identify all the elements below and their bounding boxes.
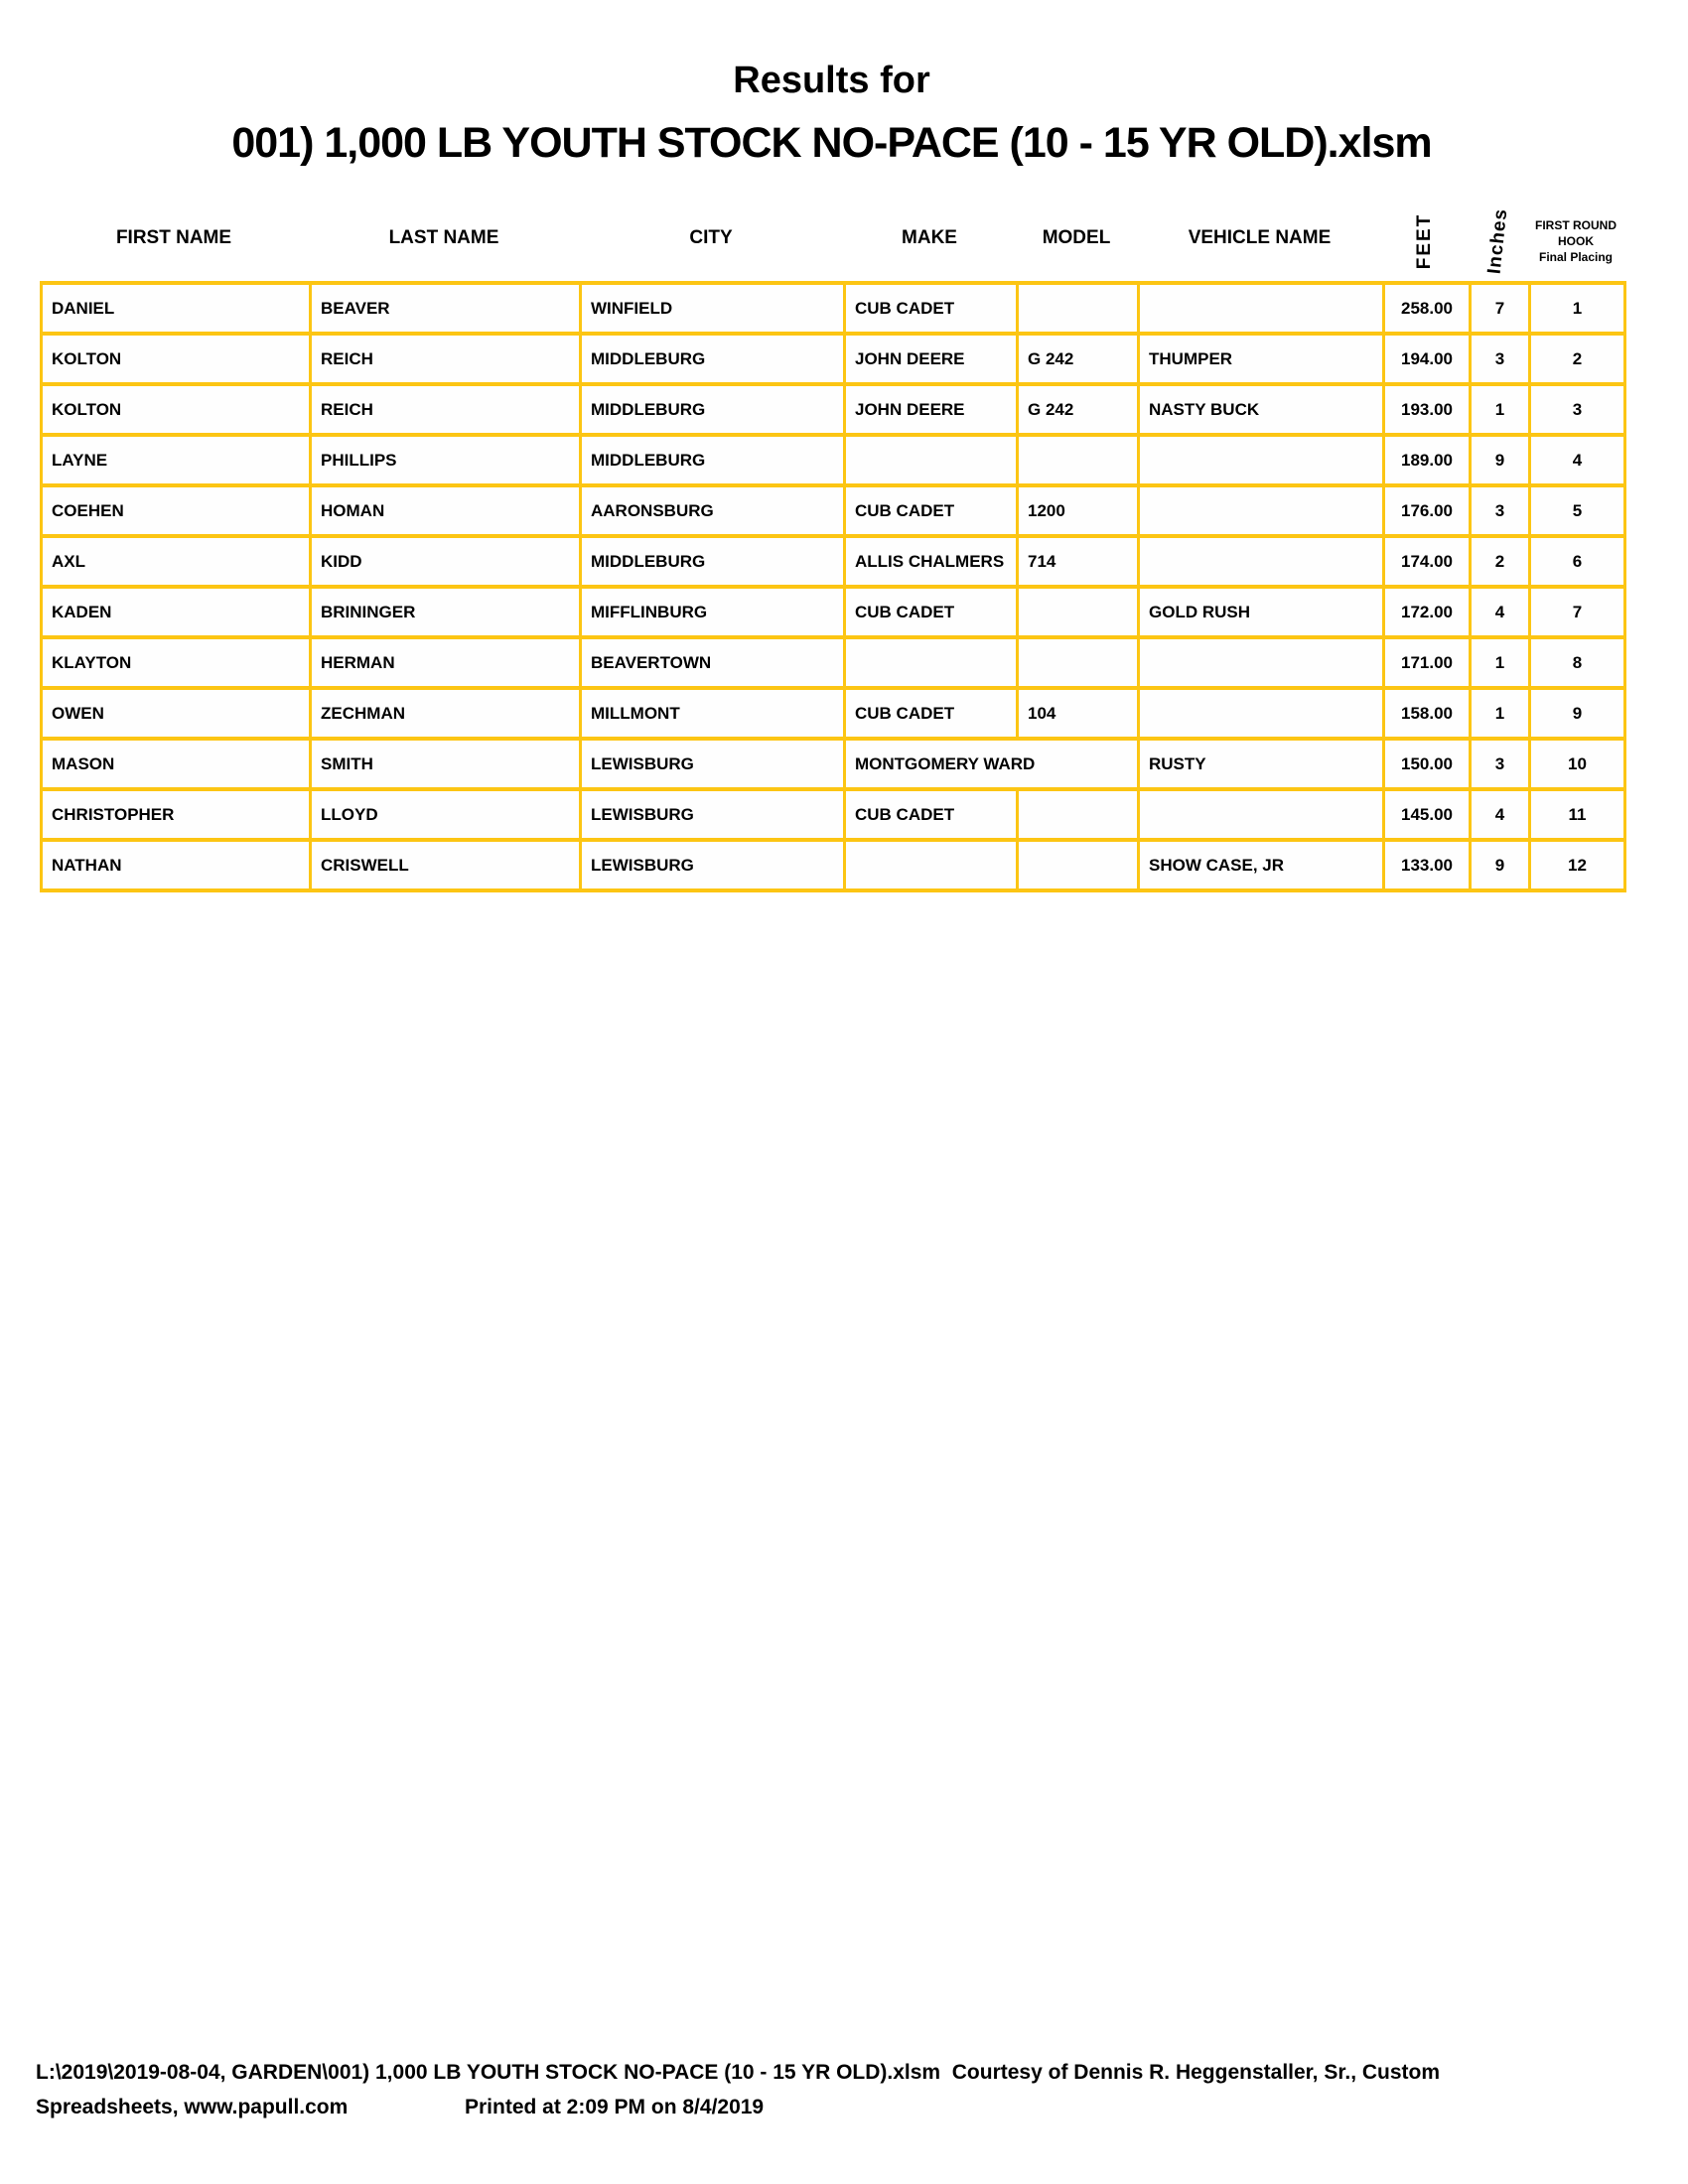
cell-model: 1200 bbox=[1018, 485, 1139, 536]
table-row bbox=[42, 688, 1625, 739]
cell-vehicle-name: GOLD RUSH bbox=[1139, 587, 1384, 637]
cell-first-name: MASON bbox=[42, 739, 311, 789]
cell-inches: 7 bbox=[1471, 283, 1530, 334]
cell-first-name: KOLTON bbox=[42, 334, 311, 384]
cell-first-name: COEHEN bbox=[42, 485, 311, 536]
column-header-feet: FEET bbox=[1414, 212, 1435, 270]
cell-final-placing: 4 bbox=[1530, 435, 1625, 485]
column-header-last-name: LAST NAME bbox=[388, 227, 499, 248]
cell-last-name: ZECHMAN bbox=[311, 688, 581, 739]
hook-header-line2: HOOK bbox=[1558, 234, 1594, 248]
cell-make bbox=[845, 637, 1018, 688]
cell-feet: 194.00 bbox=[1384, 334, 1471, 384]
cell-inches: 3 bbox=[1471, 739, 1530, 789]
cell-final-placing: 3 bbox=[1530, 384, 1625, 435]
cell-inches: 4 bbox=[1471, 789, 1530, 840]
cell-final-placing: 9 bbox=[1530, 688, 1625, 739]
cell-first-name: DANIEL bbox=[42, 283, 311, 334]
cell-model bbox=[1018, 789, 1139, 840]
cell-vehicle-name bbox=[1139, 789, 1384, 840]
cell-inches: 1 bbox=[1471, 637, 1530, 688]
results-tbody bbox=[42, 283, 1625, 890]
cell-make: CUB CADET bbox=[845, 283, 1018, 334]
cell-first-name: KADEN bbox=[42, 587, 311, 637]
cell-make: CUB CADET bbox=[845, 688, 1018, 739]
cell-model bbox=[1018, 283, 1139, 334]
cell-model: G 242 bbox=[1018, 384, 1139, 435]
table-row bbox=[42, 840, 1625, 890]
cell-make: JOHN DEERE bbox=[845, 334, 1018, 384]
cell-inches: 1 bbox=[1471, 688, 1530, 739]
cell-last-name: HERMAN bbox=[311, 637, 581, 688]
cell-inches: 2 bbox=[1471, 536, 1530, 587]
cell-city: WINFIELD bbox=[581, 283, 845, 334]
column-header-vehicle-name: VEHICLE NAME bbox=[1188, 227, 1332, 248]
cell-make bbox=[845, 435, 1018, 485]
hook-header-line3: Final Placing bbox=[1538, 250, 1613, 264]
cell-feet: 193.00 bbox=[1384, 384, 1471, 435]
cell-model bbox=[1018, 840, 1139, 890]
cell-final-placing: 10 bbox=[1530, 739, 1625, 789]
column-header-inches: Inches bbox=[1483, 206, 1512, 275]
table-row bbox=[42, 384, 1625, 435]
cell-model bbox=[1018, 637, 1139, 688]
table-row bbox=[42, 283, 1625, 334]
cell-inches: 9 bbox=[1471, 435, 1530, 485]
page-title: Results for bbox=[733, 60, 930, 101]
cell-model: 104 bbox=[1018, 688, 1139, 739]
cell-last-name: SMITH bbox=[311, 739, 581, 789]
cell-last-name: PHILLIPS bbox=[311, 435, 581, 485]
cell-last-name: LLOYD bbox=[311, 789, 581, 840]
cell-first-name: AXL bbox=[42, 536, 311, 587]
cell-city: MIDDLEBURG bbox=[581, 435, 845, 485]
table-row bbox=[42, 587, 1625, 637]
cell-feet: 174.00 bbox=[1384, 536, 1471, 587]
cell-inches: 4 bbox=[1471, 587, 1530, 637]
cell-city: BEAVERTOWN bbox=[581, 637, 845, 688]
cell-model: G 242 bbox=[1018, 334, 1139, 384]
column-header-city: CITY bbox=[689, 227, 733, 248]
cell-make: CUB CADET bbox=[845, 587, 1018, 637]
cell-vehicle-name: NASTY BUCK bbox=[1139, 384, 1384, 435]
cell-model: 714 bbox=[1018, 536, 1139, 587]
cell-last-name: REICH bbox=[311, 334, 581, 384]
results-table bbox=[40, 281, 1626, 892]
cell-feet: 133.00 bbox=[1384, 840, 1471, 890]
column-header-model: MODEL bbox=[1042, 227, 1111, 248]
cell-make: ALLIS CHALMERS bbox=[845, 536, 1018, 587]
cell-final-placing: 2 bbox=[1530, 334, 1625, 384]
table-row bbox=[42, 789, 1625, 840]
cell-inches: 9 bbox=[1471, 840, 1530, 890]
cell-first-name: OWEN bbox=[42, 688, 311, 739]
cell-inches: 3 bbox=[1471, 334, 1530, 384]
cell-vehicle-name bbox=[1139, 435, 1384, 485]
cell-city: MILLMONT bbox=[581, 688, 845, 739]
cell-final-placing: 1 bbox=[1530, 283, 1625, 334]
cell-final-placing: 5 bbox=[1530, 485, 1625, 536]
column-header-make: MAKE bbox=[902, 227, 957, 248]
cell-make: JOHN DEERE bbox=[845, 384, 1018, 435]
cell-feet: 145.00 bbox=[1384, 789, 1471, 840]
cell-last-name: CRISWELL bbox=[311, 840, 581, 890]
cell-make: CUB CADET bbox=[845, 485, 1018, 536]
cell-last-name: BEAVER bbox=[311, 283, 581, 334]
cell-feet: 189.00 bbox=[1384, 435, 1471, 485]
cell-model bbox=[1018, 587, 1139, 637]
cell-city: MIDDLEBURG bbox=[581, 334, 845, 384]
cell-final-placing: 6 bbox=[1530, 536, 1625, 587]
cell-city: AARONSBURG bbox=[581, 485, 845, 536]
footer-spreadsheets-line: Spreadsheets, www.papull.com bbox=[36, 2096, 349, 2118]
cell-first-name: KLAYTON bbox=[42, 637, 311, 688]
cell-city: LEWISBURG bbox=[581, 840, 845, 890]
table-row bbox=[42, 536, 1625, 587]
cell-final-placing: 8 bbox=[1530, 637, 1625, 688]
cell-feet: 171.00 bbox=[1384, 637, 1471, 688]
table-row bbox=[42, 334, 1625, 384]
cell-make: MONTGOMERY WARD bbox=[845, 739, 1139, 789]
footer-path-line: L:\2019\2019-08-04, GARDEN\001) 1,000 LB YOUTH STOCK NO-PACE (10 - 15 YR OLD).xlsm Courtesy of Dennis R. Heggenstaller, Sr., Custom bbox=[36, 2061, 1441, 2084]
cell-vehicle-name: SHOW CASE, JR bbox=[1139, 840, 1384, 890]
cell-final-placing: 11 bbox=[1530, 789, 1625, 840]
cell-vehicle-name: THUMPER bbox=[1139, 334, 1384, 384]
hook-header-line1: FIRST ROUND bbox=[1535, 218, 1617, 232]
cell-vehicle-name bbox=[1139, 688, 1384, 739]
table-row bbox=[42, 739, 1625, 789]
cell-city: LEWISBURG bbox=[581, 739, 845, 789]
cell-first-name: KOLTON bbox=[42, 384, 311, 435]
cell-make bbox=[845, 840, 1018, 890]
cell-final-placing: 12 bbox=[1530, 840, 1625, 890]
cell-last-name: HOMAN bbox=[311, 485, 581, 536]
cell-vehicle-name bbox=[1139, 485, 1384, 536]
table-row bbox=[42, 435, 1625, 485]
cell-city: MIDDLEBURG bbox=[581, 536, 845, 587]
cell-feet: 150.00 bbox=[1384, 739, 1471, 789]
cell-first-name: LAYNE bbox=[42, 435, 311, 485]
cell-vehicle-name bbox=[1139, 637, 1384, 688]
cell-inches: 1 bbox=[1471, 384, 1530, 435]
cell-feet: 176.00 bbox=[1384, 485, 1471, 536]
cell-last-name: KIDD bbox=[311, 536, 581, 587]
cell-vehicle-name bbox=[1139, 283, 1384, 334]
cell-vehicle-name: RUSTY bbox=[1139, 739, 1384, 789]
cell-vehicle-name bbox=[1139, 536, 1384, 587]
cell-model bbox=[1018, 435, 1139, 485]
cell-city: MIFFLINBURG bbox=[581, 587, 845, 637]
cell-city: MIDDLEBURG bbox=[581, 384, 845, 435]
cell-feet: 158.00 bbox=[1384, 688, 1471, 739]
column-header-final-placing bbox=[1506, 217, 1645, 265]
cell-final-placing: 7 bbox=[1530, 587, 1625, 637]
cell-first-name: NATHAN bbox=[42, 840, 311, 890]
footer-printed-timestamp: Printed at 2:09 PM on 8/4/2019 bbox=[465, 2096, 765, 2118]
cell-feet: 172.00 bbox=[1384, 587, 1471, 637]
cell-city: LEWISBURG bbox=[581, 789, 845, 840]
cell-last-name: BRININGER bbox=[311, 587, 581, 637]
cell-inches: 3 bbox=[1471, 485, 1530, 536]
cell-feet: 258.00 bbox=[1384, 283, 1471, 334]
table-row bbox=[42, 637, 1625, 688]
cell-make: CUB CADET bbox=[845, 789, 1018, 840]
table-row bbox=[42, 485, 1625, 536]
file-name-title: 001) 1,000 LB YOUTH STOCK NO-PACE (10 - 15 YR OLD).xlsm bbox=[231, 119, 1432, 167]
cell-last-name: REICH bbox=[311, 384, 581, 435]
cell-first-name: CHRISTOPHER bbox=[42, 789, 311, 840]
column-header-first-name: FIRST NAME bbox=[115, 227, 232, 248]
